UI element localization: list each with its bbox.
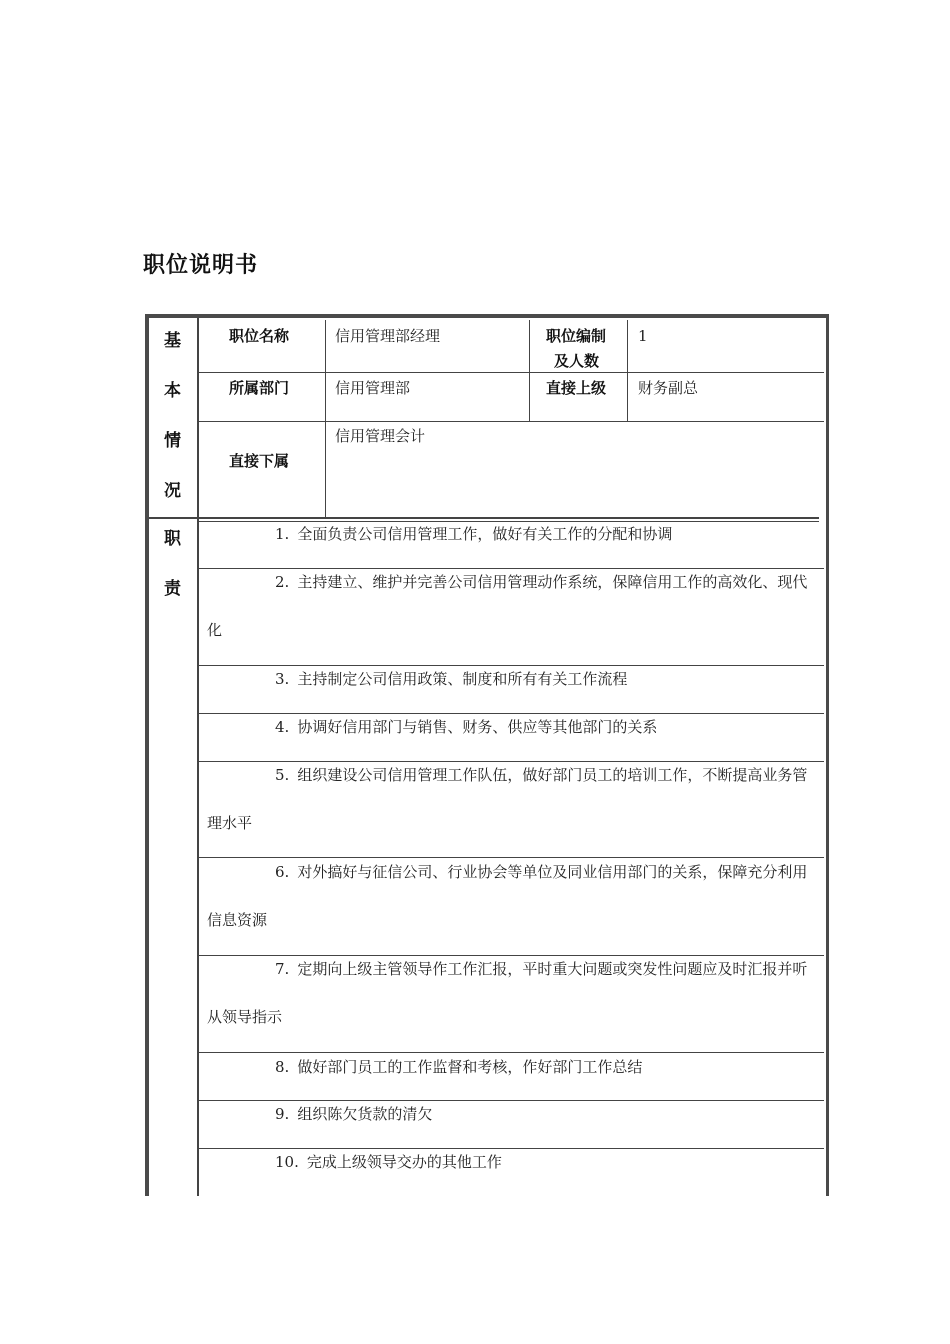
subordinate-value: 信用管理会计: [335, 427, 426, 445]
department-label: 所属部门: [229, 379, 290, 397]
duty-text: 定期向上级主管领导作工作汇报，平时重大问题或突发性问题应及时汇报并听从领导指示: [207, 960, 808, 1026]
duty-item: [207, 703, 819, 751]
section-label-basic: 基: [164, 331, 181, 351]
duty-number: 10.: [275, 1153, 299, 1171]
duty-item: [207, 510, 819, 558]
duty-text: 组织陈欠货款的清欠: [297, 1105, 433, 1123]
duty-number: 3.: [275, 670, 290, 688]
duty-item: [207, 655, 819, 703]
superior-value: 财务副总: [638, 379, 699, 397]
duty-text: 对外搞好与征信公司、行业协会等单位及同业信用部门的关系，保障充分利用信息资源: [207, 863, 808, 929]
duty-text: 做好部门员工的工作监督和考核，作好部门工作总结: [297, 1058, 643, 1076]
duty-text: 全面负责公司信用管理工作，做好有关工作的分配和协调: [297, 525, 673, 543]
duty-text: 组织建设公司信用管理工作队伍，做好部门员工的培训工作，不断提高业务管理水平: [207, 766, 808, 832]
document-title: 职位说明书: [143, 253, 259, 278]
duty-number: 2.: [275, 573, 290, 591]
department-value: 信用管理部: [335, 379, 411, 397]
section-label-basic: 况: [164, 481, 181, 501]
headcount-label: 及人数: [554, 352, 600, 370]
section-label-duties: 职: [164, 529, 181, 549]
table-divider: [325, 320, 326, 519]
duty-item: [207, 1043, 819, 1091]
duty-text: 协调好信用部门与销售、财务、供应等其他部门的关系: [297, 718, 658, 736]
headcount-label: 职位编制: [546, 327, 607, 345]
duty-number: 6.: [275, 863, 290, 881]
section-label-basic: 情: [164, 431, 181, 451]
duty-item: [207, 751, 819, 847]
table-divider: [529, 320, 530, 421]
duty-item: [207, 558, 819, 654]
table-divider: [199, 372, 824, 373]
duty-item: [207, 1138, 819, 1186]
duty-text: 完成上级领导交办的其他工作: [306, 1153, 502, 1171]
duty-number: 5.: [275, 766, 290, 784]
table-divider: [199, 421, 824, 422]
duty-number: 4.: [275, 718, 290, 736]
duty-number: 8.: [275, 1058, 290, 1076]
subordinate-label: 直接下属: [229, 452, 290, 470]
headcount-value: 1: [638, 327, 648, 345]
duty-number: 7.: [275, 960, 290, 978]
duty-text: 主持制定公司信用政策、制度和所有有关工作流程: [297, 670, 628, 688]
table-divider: [197, 318, 199, 1196]
duty-item: [207, 1090, 819, 1138]
table-divider: [627, 320, 628, 421]
superior-label: 直接上级: [546, 379, 607, 397]
duty-number: 9.: [275, 1105, 290, 1123]
duty-text: 主持建立、维护并完善公司信用管理动作系统，保障信用工作的高效化、现代化: [207, 573, 808, 639]
duty-item: [207, 945, 819, 1041]
position-name-label: 职位名称: [229, 327, 290, 345]
section-label-basic: 本: [164, 381, 181, 401]
section-label-duties: 责: [164, 579, 181, 599]
duty-item: [207, 848, 819, 944]
position-name-value: 信用管理部经理: [335, 327, 441, 345]
duty-number: 1.: [275, 525, 290, 543]
